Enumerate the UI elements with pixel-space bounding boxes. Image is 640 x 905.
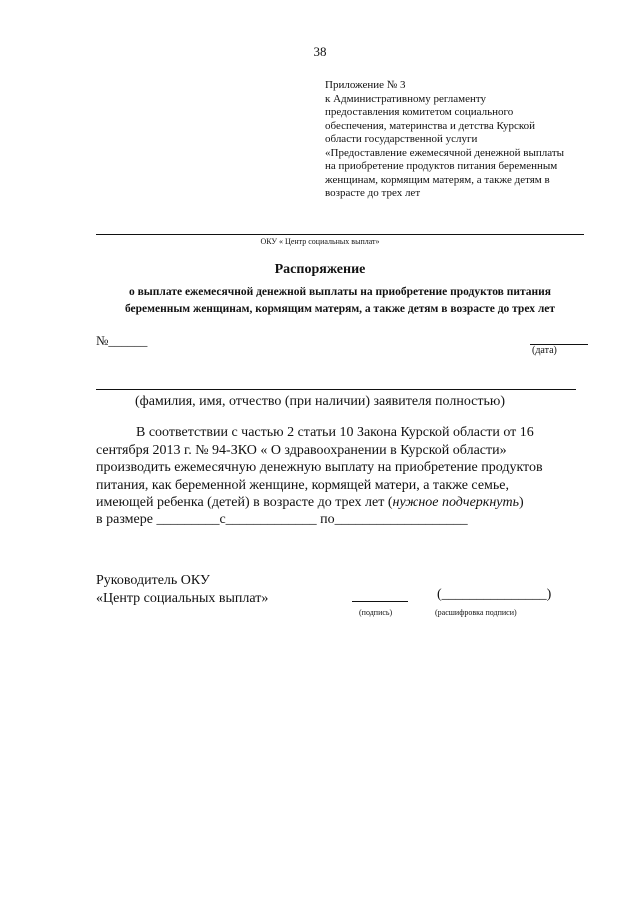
body-line bbox=[96, 494, 584, 512]
appendix-line: на приобретение продуктов питания беременным bbox=[325, 160, 558, 172]
appendix-line: к Административному регламенту bbox=[325, 92, 487, 105]
appendix-line: «Предоставление ежемесячной денежной выплаты bbox=[325, 146, 565, 159]
page-number: 38 bbox=[313, 44, 327, 59]
signature-decode-field: (_______________) bbox=[437, 587, 552, 602]
body-line: В соответствии с частью 2 статьи 10 Закона Курской области от 16 bbox=[136, 425, 534, 440]
signer-title: Руководитель ОКУ bbox=[96, 573, 210, 588]
signer-block bbox=[96, 572, 268, 608]
underline-instruction: нужное подчеркнуть bbox=[392, 495, 519, 510]
signer-organization: «Центр социальных выплат» bbox=[96, 591, 269, 606]
header-divider bbox=[96, 234, 584, 235]
document-title: Распоряжение bbox=[274, 262, 366, 277]
document-number-field: №______ bbox=[96, 333, 148, 348]
document-subtitle bbox=[80, 284, 600, 318]
date-field-line bbox=[530, 334, 588, 345]
order-body bbox=[96, 424, 584, 512]
appendix-header bbox=[325, 79, 600, 201]
appendix-line: предоставления комитетом социального bbox=[325, 106, 514, 118]
date-label: (дата) bbox=[532, 345, 557, 356]
body-line: сентября 2013 г. № 94-ЗКО « О здравоохранении в Курской области» bbox=[96, 442, 507, 458]
body-line: производить ежемесячную денежную выплату на приобретение продуктов bbox=[96, 460, 543, 475]
subtitle-line: беременным женщинам, кормящим матерям, а также детям в возрасте до трех лет bbox=[124, 303, 556, 315]
signature-label: (подпись) bbox=[359, 608, 393, 617]
signature-line bbox=[352, 599, 408, 602]
applicant-name-line bbox=[96, 389, 576, 390]
body-line: питания, как беременной женщине, кормящей матери, а также семье, bbox=[96, 477, 509, 493]
appendix-line: области государственной услуги bbox=[325, 133, 478, 145]
appendix-line: Приложение № 3 bbox=[325, 79, 406, 91]
signature-decode-label: (расшифровка подписи) bbox=[435, 608, 517, 617]
payment-amount-period-line: в размере _________с_____________ по___________________ bbox=[96, 512, 468, 527]
appendix-line: возрасте до трех лет bbox=[325, 187, 421, 199]
appendix-line: женщинам, кормящим матерям, а также детям в bbox=[325, 173, 550, 186]
body-text-span: имеющей ребенка (детей) в возрасте до трех лет ( bbox=[96, 495, 393, 510]
subtitle-line: о выплате ежемесячной денежной выплаты на приобретение продуктов питания bbox=[128, 286, 552, 298]
body-text-span: ) bbox=[518, 495, 524, 510]
appendix-line: обеспечения, материнства и детства Курской bbox=[325, 119, 536, 132]
organization-name: ОКУ « Центр социальных выплат» bbox=[260, 237, 380, 246]
applicant-name-caption: (фамилия, имя, отчество (при наличии) заявителя полностью) bbox=[134, 394, 506, 409]
